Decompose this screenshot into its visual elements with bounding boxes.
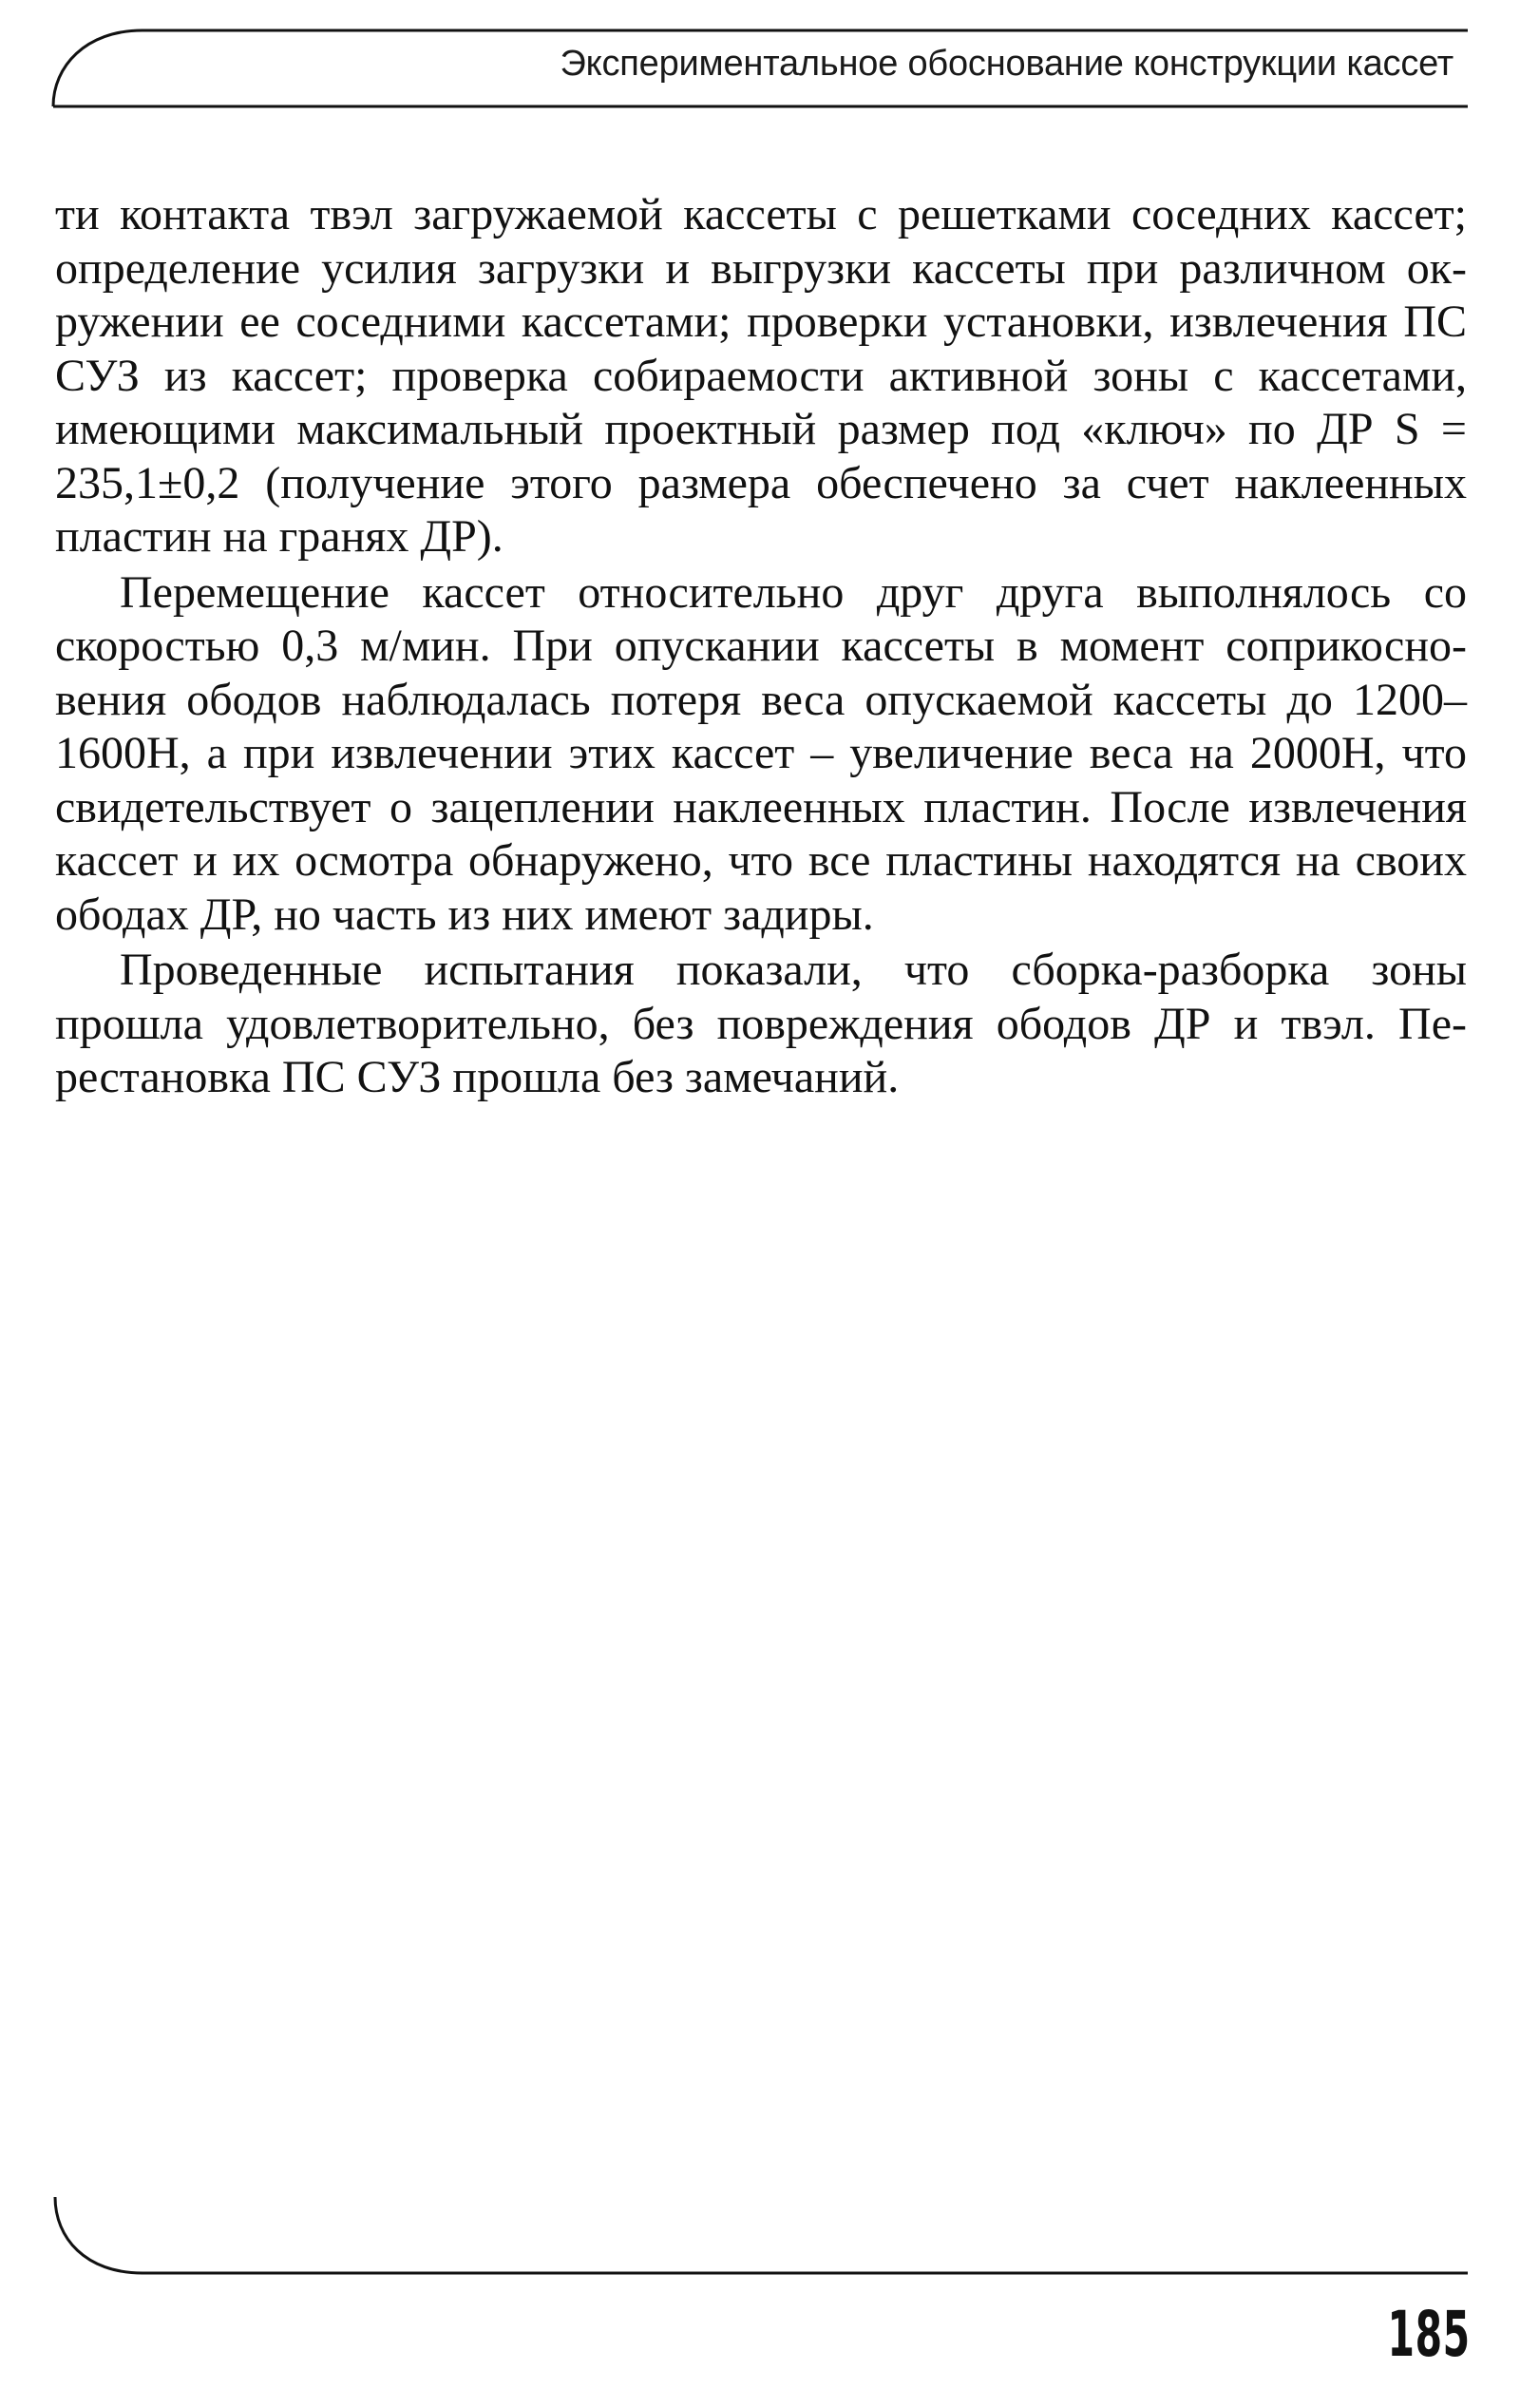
paragraph-3: Проведенные испытания показали, что сборка-разборка зоны прошла удовлетворительно, без повреждения ободов ДР и твэл. Перестановка ПС СУЗ прошла без замечаний. <box>55 945 1467 1102</box>
paragraph-1: ти контакта твэл загружаемой кассеты с решетками соседних кассет; определение усилия загрузки и выгрузки кассеты при различном окружении ее соседними кассетами; проверки установки, извлечения ПС СУЗ из кассет; проверка собираемости активной зоны с кассетами, имеющими максимальный проектный размер под «ключ» по ДР S = 235,1±0,2 (получение этого размера обеспечено за счет наклеенных пластин на гранях ДР). <box>55 189 1467 562</box>
page-number: 185 <box>1387 2298 1471 2371</box>
paragraph-2: Перемещение кассет относительно друг друга выполнялось со скоростью 0,3 м/мин. При опускании кассеты в момент соприкосновения ободов наблюдалась потеря веса опускаемой кассеты до 1200–1600Н, а при извлечении этих кассет – увеличение веса на 2000Н, что свидетельствует о зацеплении наклеенных пластин. После извлечения кассет и их осмотра обнаружено, что все пластины находятся на своих ободах ДР, но часть из них имеют задиры. <box>55 566 1467 940</box>
body-text <box>55 188 1467 1107</box>
running-header: Экспериментальное обоснование конструкции кассет <box>560 44 1454 84</box>
footer-frame-line <box>55 2197 1468 2273</box>
